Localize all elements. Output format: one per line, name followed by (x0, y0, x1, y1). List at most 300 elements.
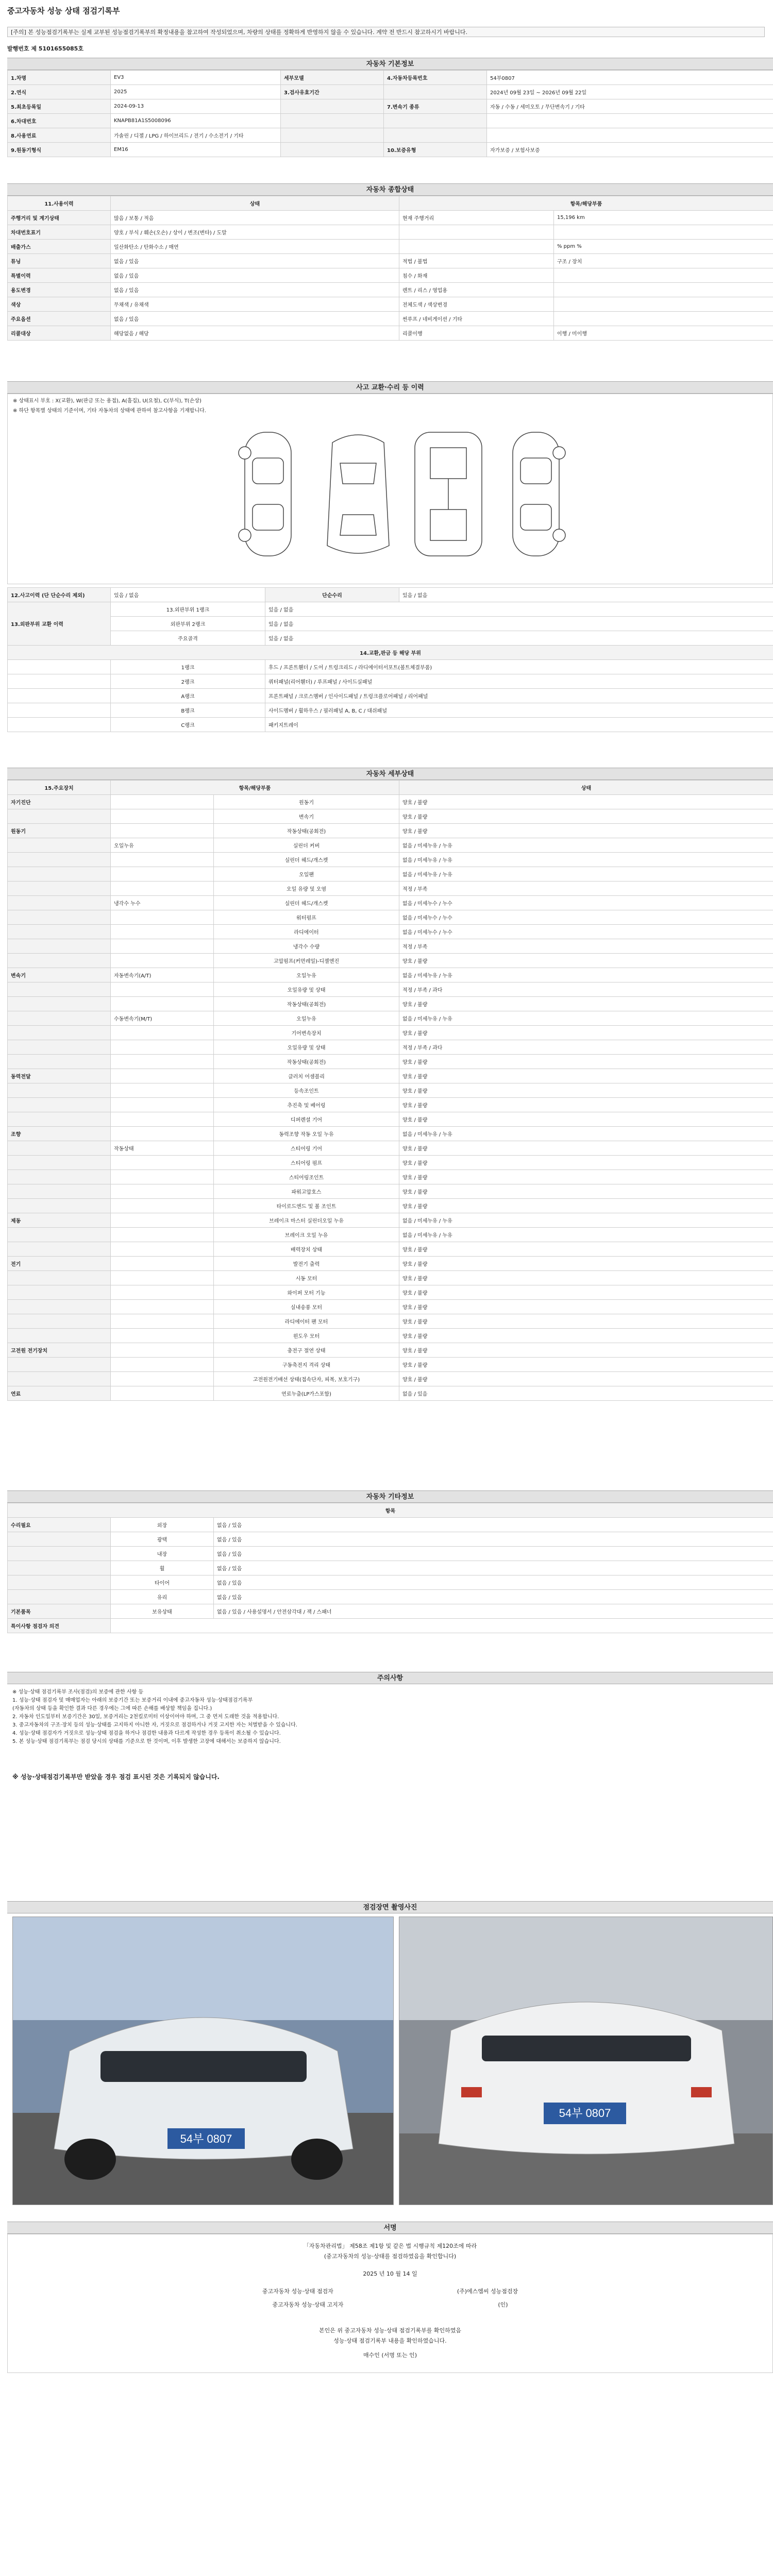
general-item: 리콜이행 (399, 326, 554, 341)
inspector-value: (주)에스엠씨 성능점검장 (457, 2288, 518, 2295)
detail-value: 적정 / 부족 (399, 939, 773, 954)
general-item: 썬루프 / 네비게이션 / 기타 (399, 312, 554, 326)
detail-value: 없음 / 미세누수 / 누수 (399, 925, 773, 939)
general-value: % ppm % (554, 240, 773, 254)
detail-item: 오일 유량 및 오염 (214, 882, 399, 896)
detail-subgroup (111, 795, 214, 809)
detail-item: 냉각수 수량 (214, 939, 399, 954)
inspector-label: 중고자동차 성능·상태 점검자 (262, 2288, 333, 2295)
detail-group (8, 853, 111, 867)
general-value (554, 283, 773, 297)
detail-row (8, 1213, 773, 1228)
detail-row (8, 1069, 773, 1083)
car-rear-photo-image (399, 1917, 773, 2205)
general-label: 리콜대상 (8, 326, 111, 341)
car-right-side-icon (513, 432, 565, 556)
other-item: 휠 (111, 1561, 214, 1575)
rank2-label: 외판부위 2랭크 (111, 617, 265, 631)
detail-item: 오일팬 (214, 867, 399, 882)
other-value: 없음 / 있음 (214, 1532, 773, 1547)
detail-value: 없음 / 미세누유 / 누유 (399, 853, 773, 867)
detail-group (8, 939, 111, 954)
other-item: 유리 (111, 1590, 214, 1604)
detail-subgroup (111, 853, 214, 867)
sign-note-1: 본인은 위 중고자동차 성능·상태 점검기록부를 확인하였음 (318, 2327, 461, 2334)
detail-row (8, 1112, 773, 1127)
detail-group (8, 1170, 111, 1184)
general-state: 없음 / 있음 (111, 268, 399, 283)
basic-value: 2025 (111, 85, 281, 99)
basic-sublabel (281, 128, 384, 143)
detail-group (8, 1314, 111, 1329)
general-value: 구조 / 장치 (554, 254, 773, 268)
general-header-cell: 11.사용이력 (8, 196, 111, 211)
inspector-opinion-value (111, 1619, 773, 1633)
car-top-view-icon (327, 435, 389, 553)
detail-item: 워터펌프 (214, 910, 399, 925)
detail-value: 양호 / 불량 (399, 809, 773, 824)
detail-subgroup (111, 1069, 214, 1083)
general-row (8, 211, 773, 225)
basic-right-value (487, 114, 773, 128)
general-header-cell: 상태 (111, 196, 399, 211)
detail-subgroup (111, 1040, 214, 1055)
accident-history-label: 12.사고이력 (단 단순수리 제외) (8, 588, 111, 602)
frame-label: 주요골격 (111, 631, 265, 646)
other-row (8, 1590, 773, 1604)
detail-value: 양호 / 불량 (399, 1170, 773, 1184)
basic-right-value: 자동 / 수동 / 세미오토 / 무단변속기 / 기타 (487, 99, 773, 114)
detail-subgroup (111, 1199, 214, 1213)
other-value: 없음 / 있음 (214, 1518, 773, 1532)
detail-group: 제동 (8, 1213, 111, 1228)
detail-value: 양호 / 불량 (399, 1285, 773, 1300)
detail-item: 구동축전지 격리 상태 (214, 1358, 399, 1372)
detail-value: 양호 / 불량 (399, 1083, 773, 1098)
general-row (8, 254, 773, 268)
other-group (8, 1590, 111, 1604)
detail-header-cell: 15.주요장치 (8, 781, 111, 795)
svg-text:54부 0807: 54부 0807 (559, 2107, 611, 2120)
detail-subgroup (111, 1372, 214, 1386)
detail-subgroup (111, 1343, 214, 1358)
notes-highlight: ※ 성능·상태점검기록부만 받았을 경우 점검 표시된 것은 기록되지 않습니다. (12, 1773, 220, 1781)
other-group (8, 1575, 111, 1590)
detail-group (8, 982, 111, 997)
detail-row (8, 824, 773, 838)
detail-subgroup (111, 1112, 214, 1127)
general-state: 무채색 / 유채색 (111, 297, 399, 312)
detail-item: 오일누유 (214, 968, 399, 982)
detail-item: 실내송풍 모터 (214, 1300, 399, 1314)
notice-banner: [주의] 본 성능점검기록부는 실제 교부된 성능점검기록부의 확정내용을 참고하여 작성되었으며, 차량의 상태를 정확하게 반영하지 않을 수 있습니다. 계약 전 반드시 참고하시기 바랍니다. (7, 27, 765, 37)
detail-item: 고압펌프(커먼레일)-디젤엔진 (214, 954, 399, 968)
notes-block (7, 1688, 773, 1747)
other-value: 없음 / 있음 / 사용설명서 / 안전삼각대 / 잭 / 스패너 (214, 1604, 773, 1619)
detail-group: 전기 (8, 1257, 111, 1271)
rank2-value: 있음 / 없음 (265, 617, 773, 631)
detail-subgroup (111, 824, 214, 838)
detail-subgroup (111, 1285, 214, 1300)
detail-row (8, 1343, 773, 1358)
basic-info-table (7, 70, 773, 157)
detail-subgroup (111, 954, 214, 968)
detail-item: 발전기 출력 (214, 1257, 399, 1271)
detail-subgroup (111, 1213, 214, 1228)
detail-row (8, 867, 773, 882)
rank-row (8, 718, 773, 732)
rank-items: 쿼터패널(리어휀더) / 루프패널 / 사이드실패널 (265, 674, 773, 689)
basic-sublabel (281, 99, 384, 114)
detail-value: 적정 / 부족 / 과다 (399, 1040, 773, 1055)
basic-right-label: 4.자동차등록번호 (384, 71, 487, 85)
detail-subgroup (111, 1271, 214, 1285)
detail-subgroup (111, 809, 214, 824)
detail-row (8, 1228, 773, 1242)
detail-subgroup (111, 867, 214, 882)
buyer-signature: 매수인 (서명 또는 인) (363, 2352, 417, 2359)
detail-subgroup (111, 1083, 214, 1098)
other-item: 내장 (111, 1547, 214, 1561)
detail-group: 변속기 (8, 968, 111, 982)
detail-value: 양호 / 불량 (399, 1184, 773, 1199)
svg-text:54부 0807: 54부 0807 (180, 2132, 232, 2145)
detail-row (8, 1372, 773, 1386)
other-header-cell: 항목 (8, 1503, 773, 1518)
accident-table (7, 587, 773, 732)
general-state: 양호 / 부식 / 훼손(오손) / 상이 / 변조(변타) / 도말 (111, 225, 399, 240)
detail-value: 없음 / 있음 (399, 1386, 773, 1401)
basic-sublabel: 세부모델 (281, 71, 384, 85)
detail-item: 배력장치 상태 (214, 1242, 399, 1257)
detail-item: 파워고압호스 (214, 1184, 399, 1199)
basic-right-value: 54부0807 (487, 71, 773, 85)
detail-item: 라디에이터 팬 모터 (214, 1314, 399, 1329)
detail-group (8, 1199, 111, 1213)
detail-row (8, 997, 773, 1011)
other-row (8, 1604, 773, 1619)
detail-item: 작동상태(공회전) (214, 824, 399, 838)
rank-label: 2랭크 (111, 674, 265, 689)
general-row (8, 312, 773, 326)
simple-repair-label: 단순수리 (265, 588, 399, 602)
detail-group (8, 997, 111, 1011)
basic-right-value: 자가보증 / 보험사보증 (487, 143, 773, 157)
basic-right-label (384, 85, 487, 99)
detail-item: 라디에이터 (214, 925, 399, 939)
basic-label: 1.차명 (8, 71, 111, 85)
detail-group (8, 1358, 111, 1372)
detail-group (8, 1242, 111, 1257)
detail-item: 디퍼렌셜 기어 (214, 1112, 399, 1127)
detail-item: 타이로드엔드 및 볼 조인트 (214, 1199, 399, 1213)
detail-row (8, 968, 773, 982)
basic-value: 2024-09-13 (111, 99, 281, 114)
detail-subgroup: 수동변속기(M/T) (111, 1011, 214, 1026)
note-line: ※ 성능·상태 점검기록부 조사(점검)의 보증에 관한 사항 등 (12, 1689, 144, 1695)
general-header-cell: 항목/해당부품 (399, 196, 773, 211)
other-item: 타이어 (111, 1575, 214, 1590)
detail-value: 양호 / 불량 (399, 795, 773, 809)
detail-group (8, 1372, 111, 1386)
rank-row (8, 703, 773, 718)
legend-line-2: ※ 하단 항목별 상태의 기준이며, 기타 자동차의 상태에 관하여 참고사항을 기재합니다. (13, 408, 206, 414)
general-state: 없음 / 있음 (111, 283, 399, 297)
detail-value: 양호 / 불량 (399, 1257, 773, 1271)
basic-right-label (384, 128, 487, 143)
basic-row (8, 85, 773, 99)
general-value (554, 268, 773, 283)
detail-value: 없음 / 미세누유 / 누유 (399, 838, 773, 853)
detail-row (8, 1170, 773, 1184)
detail-value: 양호 / 불량 (399, 1358, 773, 1372)
basic-row (8, 114, 773, 128)
section-accident: 사고 교환·수리 등 이력 (7, 381, 773, 394)
detail-item: 스티어링 기어 (214, 1141, 399, 1156)
detail-row (8, 1257, 773, 1271)
rank-items: 사이드멤버 / 휠하우스 / 필러패널 A, B, C / 대쉬패널 (265, 703, 773, 718)
detail-value: 없음 / 미세누수 / 누수 (399, 910, 773, 925)
basic-right-value (487, 128, 773, 143)
rank-label: 1랭크 (111, 660, 265, 674)
detail-value: 양호 / 불량 (399, 1026, 773, 1040)
detail-group (8, 1040, 111, 1055)
basic-right-label: 10.보증유형 (384, 143, 487, 157)
detail-row (8, 925, 773, 939)
detail-group (8, 867, 111, 882)
report-number: 발행번호 제 5101655085호 (7, 45, 83, 52)
section-other: 자동차 기타정보 (7, 1490, 773, 1503)
detail-row (8, 1271, 773, 1285)
general-value: 15,196 km (554, 211, 773, 225)
sign-block (7, 2234, 773, 2373)
detail-subgroup (111, 925, 214, 939)
basic-label: 8.사용연료 (8, 128, 111, 143)
detail-value: 양호 / 불량 (399, 1372, 773, 1386)
detail-group (8, 1156, 111, 1170)
detail-row (8, 882, 773, 896)
section-general: 자동차 종합상태 (7, 183, 773, 196)
detail-subgroup (111, 1098, 214, 1112)
section-sign: 서명 (7, 2222, 773, 2234)
rank-items: 패키지트레이 (265, 718, 773, 732)
detail-subgroup (111, 1026, 214, 1040)
general-state: 해당없음 / 해당 (111, 326, 399, 341)
detail-value: 양호 / 불량 (399, 1055, 773, 1069)
rank-label: A랭크 (111, 689, 265, 703)
car-front-photo-image (13, 1917, 394, 2205)
detail-row (8, 896, 773, 910)
other-table (7, 1503, 773, 1633)
detail-row (8, 1199, 773, 1213)
general-label: 튜닝 (8, 254, 111, 268)
detail-item: 브레이크 오일 누유 (214, 1228, 399, 1242)
detail-subgroup: 자동변속기(A/T) (111, 968, 214, 982)
detail-item: 시동 모터 (214, 1271, 399, 1285)
detail-item: 브레이크 마스터 실린더오일 누유 (214, 1213, 399, 1228)
other-row (8, 1532, 773, 1547)
detail-subgroup (111, 1358, 214, 1372)
detail-group (8, 1271, 111, 1285)
basic-row (8, 71, 773, 85)
detail-subgroup (111, 1386, 214, 1401)
basic-label: 2.연식 (8, 85, 111, 99)
general-row (8, 297, 773, 312)
detail-row (8, 1358, 773, 1372)
detail-value: 양호 / 불량 (399, 1329, 773, 1343)
basic-row (8, 99, 773, 114)
detail-subgroup (111, 1170, 214, 1184)
accident-diagram-area (7, 394, 773, 584)
detail-table (7, 780, 773, 1401)
section-notes: 주의사항 (7, 1672, 773, 1684)
general-state: 많음 / 보통 / 적음 (111, 211, 399, 225)
detail-subgroup (111, 939, 214, 954)
basic-row (8, 128, 773, 143)
general-value (554, 312, 773, 326)
note-line: 4. 성능·상태 점검자가 거짓으로 성능·상태 점검을 하거나 점검한 내용과 다르게 작성한 경우 등록이 취소될 수 있습니다. (12, 1731, 281, 1736)
rank-header: 14.교환,판금 등 해당 부위 (8, 646, 773, 660)
detail-group (8, 1112, 111, 1127)
detail-group (8, 809, 111, 824)
detail-subgroup (111, 1242, 214, 1257)
detail-value: 양호 / 불량 (399, 1156, 773, 1170)
detail-value: 양호 / 불량 (399, 1141, 773, 1156)
general-item (399, 240, 554, 254)
detail-value: 없음 / 미세누유 / 누유 (399, 867, 773, 882)
detail-item: 스티어링 펌프 (214, 1156, 399, 1170)
detail-subgroup (111, 1314, 214, 1329)
detail-row (8, 809, 773, 824)
rank1-label: 13.외판부위 1랭크 (111, 602, 265, 617)
rank-row (8, 674, 773, 689)
detail-group: 연료 (8, 1386, 111, 1401)
frame-value: 있음 / 없음 (265, 631, 773, 646)
sign-line-2: (중고자동차의 성능·상태를 점검하였음을 확인합니다) (324, 2253, 457, 2260)
detail-group: 고전원 전기장치 (8, 1343, 111, 1358)
detail-item: 오일유량 및 상태 (214, 1040, 399, 1055)
detail-row (8, 853, 773, 867)
legend-line-1: ※ 상태표시 부호 : X(교환), W(판금 또는 용접), A(흠집), U(요철), C(부식), T(손상) (13, 398, 201, 404)
detail-group (8, 1300, 111, 1314)
general-row (8, 326, 773, 341)
detail-subgroup (111, 882, 214, 896)
front-photo (12, 1917, 394, 2205)
detail-item: 와이퍼 모터 기능 (214, 1285, 399, 1300)
detail-row (8, 1300, 773, 1314)
simple-repair-value: 있음 / 없음 (399, 588, 773, 602)
detail-group (8, 1285, 111, 1300)
detail-subgroup (111, 1257, 214, 1271)
detail-value: 양호 / 불량 (399, 1199, 773, 1213)
detail-item: 실린더 헤드/개스켓 (214, 896, 399, 910)
detail-row (8, 910, 773, 925)
rank-empty (8, 718, 111, 732)
other-value: 없음 / 있음 (214, 1575, 773, 1590)
detail-group (8, 925, 111, 939)
rank-row (8, 689, 773, 703)
detail-row (8, 1141, 773, 1156)
detail-header-cell: 상태 (399, 781, 773, 795)
detail-row (8, 1040, 773, 1055)
detail-group (8, 1083, 111, 1098)
detail-group (8, 1329, 111, 1343)
detail-header-cell: 항목/해당부품 (111, 781, 399, 795)
other-row (8, 1561, 773, 1575)
sign-note-2: 성능·상태 점검기록부 내용을 확인하였습니다. (333, 2337, 447, 2344)
detail-item: 연료누출(LP가스포함) (214, 1386, 399, 1401)
detail-group (8, 1141, 111, 1156)
basic-right-label (384, 114, 487, 128)
detail-value: 양호 / 불량 (399, 1112, 773, 1127)
detail-item: 실린더 헤드/개스켓 (214, 853, 399, 867)
general-row (8, 268, 773, 283)
detail-subgroup: 냉각수 누수 (111, 896, 214, 910)
detail-row (8, 1329, 773, 1343)
rank-items: 후드 / 프론트휀더 / 도어 / 트렁크리드 / 라디에이터서포트(볼트체결부품) (265, 660, 773, 674)
general-state: 일산화탄소 / 탄화수소 / 매연 (111, 240, 399, 254)
detail-value: 없음 / 미세누유 / 누유 (399, 1228, 773, 1242)
rank-empty (8, 660, 111, 674)
car-frame-view-icon (415, 432, 482, 556)
general-label: 차대번호표기 (8, 225, 111, 240)
general-label: 주요옵션 (8, 312, 111, 326)
detail-subgroup (111, 1300, 214, 1314)
detail-value: 양호 / 불량 (399, 1343, 773, 1358)
notifier-label: 중고자동차 성능·상태 고지자 (272, 2301, 344, 2308)
detail-subgroup (111, 1055, 214, 1069)
other-group (8, 1532, 111, 1547)
other-row (8, 1518, 773, 1532)
general-value (554, 225, 773, 240)
other-group: 수리필요 (8, 1518, 111, 1532)
detail-group: 조향 (8, 1127, 111, 1141)
general-row (8, 283, 773, 297)
rank-label: B랭크 (111, 703, 265, 718)
detail-group (8, 954, 111, 968)
detail-item: 원동기 (214, 795, 399, 809)
general-label: 주행거리 및 계기상태 (8, 211, 111, 225)
basic-value: KNAPB81A1S5008096 (111, 114, 281, 128)
car-diagrams (8, 417, 773, 582)
sign-line-1: 「자동차관리법」 제58조 제1항 및 같은 법 시행규칙 제120조에 따라 (303, 2243, 477, 2249)
detail-group (8, 1098, 111, 1112)
other-value: 없음 / 있음 (214, 1547, 773, 1561)
detail-value: 없음 / 미세누유 / 누유 (399, 968, 773, 982)
rank-empty (8, 703, 111, 718)
detail-row (8, 1026, 773, 1040)
rank-empty (8, 674, 111, 689)
basic-value: 가솔린 / 디젤 / LPG / 하이브리드 / 전기 / 수소전기 / 기타 (111, 128, 281, 143)
detail-group (8, 1026, 111, 1040)
other-value: 없음 / 있음 (214, 1590, 773, 1604)
detail-subgroup: 작동상태 (111, 1141, 214, 1156)
detail-subgroup (111, 1184, 214, 1199)
detail-value: 양호 / 불량 (399, 997, 773, 1011)
rank-label: C랭크 (111, 718, 265, 732)
basic-label: 5.최초등록일 (8, 99, 111, 114)
general-row (8, 240, 773, 254)
detail-row (8, 1098, 773, 1112)
detail-row (8, 1011, 773, 1026)
detail-row (8, 838, 773, 853)
detail-row (8, 1386, 773, 1401)
detail-group (8, 838, 111, 853)
detail-item: 등속조인트 (214, 1083, 399, 1098)
basic-value: EV3 (111, 71, 281, 85)
rank1-value: 있음 / 없음 (265, 602, 773, 617)
detail-item: 작동상태(공회전) (214, 1055, 399, 1069)
